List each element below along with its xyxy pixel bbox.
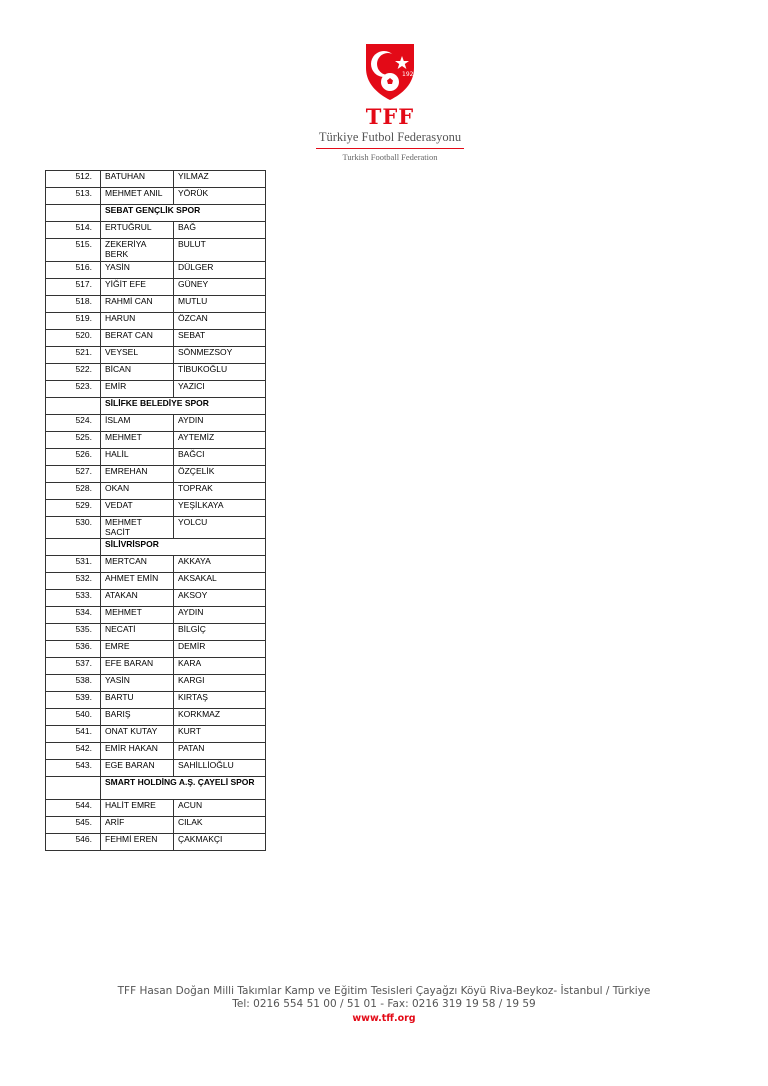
player-number: 530. (46, 517, 101, 539)
player-number: 528. (46, 483, 101, 500)
header-divider (316, 148, 464, 149)
table-row (46, 239, 266, 262)
club-name: SMART HOLDİNG A.Ş. ÇAYELİ SPOR (101, 777, 266, 800)
player-last-name: CILAK (174, 817, 266, 834)
club-name: SİLİFKE BELEDİYE SPOR (101, 398, 266, 415)
club-header-blank (46, 539, 101, 556)
player-number: 523. (46, 381, 101, 398)
player-first-name: ONAT KUTAY (101, 726, 174, 743)
player-last-name: KORKMAZ (174, 709, 266, 726)
player-last-name: YÖRÜK (174, 188, 266, 205)
table-row (46, 466, 266, 483)
player-number: 545. (46, 817, 101, 834)
player-last-name: MUTLU (174, 296, 266, 313)
player-number: 516. (46, 262, 101, 279)
club-header-blank (46, 205, 101, 222)
player-first-name: HALİL (101, 449, 174, 466)
player-number: 513. (46, 188, 101, 205)
player-number: 535. (46, 624, 101, 641)
footer-phone: Tel: 0216 554 51 00 / 51 01 - Fax: 0216 319 19 58 / 19 59 (232, 998, 536, 1010)
table-row (46, 726, 266, 743)
player-first-name: EFE BARAN (101, 658, 174, 675)
player-roster-table (45, 170, 266, 851)
table-row (46, 279, 266, 296)
table-row (46, 188, 266, 205)
tff-emblem-icon (362, 40, 418, 102)
table-row (46, 432, 266, 449)
table-row (46, 556, 266, 573)
table-row (46, 709, 266, 726)
player-first-name: MEHMET (101, 607, 174, 624)
player-last-name: YAZICI (174, 381, 266, 398)
table-row (46, 330, 266, 347)
table-row (46, 483, 266, 500)
table-row (46, 364, 266, 381)
table-row (46, 675, 266, 692)
player-first-name: EMİR HAKAN (101, 743, 174, 760)
player-number: 515. (46, 239, 101, 262)
club-header-row (46, 398, 266, 415)
club-header-blank (46, 398, 101, 415)
player-last-name: BAĞ (174, 222, 266, 239)
player-first-name: OKAN (101, 483, 174, 500)
player-first-name: YASİN (101, 675, 174, 692)
table-row (46, 834, 266, 851)
table-row (46, 743, 266, 760)
player-last-name: AKSOY (174, 590, 266, 607)
player-first-name: BİCAN (101, 364, 174, 381)
table-row (46, 313, 266, 330)
table-row (46, 658, 266, 675)
club-name: SİLİVRİSPOR (101, 539, 266, 556)
table-row (46, 500, 266, 517)
table-row (46, 449, 266, 466)
player-number: 544. (46, 800, 101, 817)
table-row (46, 296, 266, 313)
club-header-row (46, 777, 266, 800)
player-number: 524. (46, 415, 101, 432)
player-number: 519. (46, 313, 101, 330)
player-first-name: ARİF (101, 817, 174, 834)
player-last-name: SEBAT (174, 330, 266, 347)
player-last-name: AYDIN (174, 607, 266, 624)
player-last-name: TİBUKOĞLU (174, 364, 266, 381)
club-header-row (46, 205, 266, 222)
player-last-name: AKKAYA (174, 556, 266, 573)
player-number: 517. (46, 279, 101, 296)
table-row (46, 171, 266, 188)
player-first-name: EMİR (101, 381, 174, 398)
player-first-name: FEHMİ EREN (101, 834, 174, 851)
player-first-name: AHMET EMİN (101, 573, 174, 590)
player-last-name: SAHİLLİOĞLU (174, 760, 266, 777)
player-number: 539. (46, 692, 101, 709)
player-number: 514. (46, 222, 101, 239)
table-row (46, 222, 266, 239)
player-last-name: TOPRAK (174, 483, 266, 500)
player-number: 527. (46, 466, 101, 483)
player-last-name: YOLCU (174, 517, 266, 539)
player-last-name: SÖNMEZSOY (174, 347, 266, 364)
player-first-name: ATAKAN (101, 590, 174, 607)
player-first-name: EMREHAN (101, 466, 174, 483)
player-last-name: ÖZÇELİK (174, 466, 266, 483)
player-first-name: ERTUĞRUL (101, 222, 174, 239)
player-last-name: KIRTAŞ (174, 692, 266, 709)
player-number: 540. (46, 709, 101, 726)
table-row (46, 692, 266, 709)
player-first-name: BERAT CAN (101, 330, 174, 347)
player-first-name: EMRE (101, 641, 174, 658)
federation-subtitle: Turkish Football Federation (342, 152, 438, 162)
player-first-name: BATUHAN (101, 171, 174, 188)
player-last-name: DÜLGER (174, 262, 266, 279)
player-number: 533. (46, 590, 101, 607)
player-first-name: MEHMET ANIL (101, 188, 174, 205)
player-last-name: BULUT (174, 239, 266, 262)
club-header-blank (46, 777, 101, 800)
player-first-name: YİĞİT EFE (101, 279, 174, 296)
player-last-name: PATAN (174, 743, 266, 760)
player-first-name: MEHMET (101, 432, 174, 449)
player-first-name: MERTCAN (101, 556, 174, 573)
player-first-name: İSLAM (101, 415, 174, 432)
federation-name: Türkiye Futbol Federasyonu (318, 130, 462, 144)
player-number: 526. (46, 449, 101, 466)
player-number: 512. (46, 171, 101, 188)
player-number: 522. (46, 364, 101, 381)
player-first-name: VEDAT (101, 500, 174, 517)
table-row (46, 800, 266, 817)
table-row (46, 590, 266, 607)
player-last-name: AYDIN (174, 415, 266, 432)
player-first-name: EGE BARAN (101, 760, 174, 777)
player-last-name: AYTEMİZ (174, 432, 266, 449)
player-number: 529. (46, 500, 101, 517)
page-footer (0, 985, 768, 1025)
player-last-name: YILMAZ (174, 171, 266, 188)
tff-logo (310, 40, 470, 162)
table-row (46, 517, 266, 539)
player-number: 521. (46, 347, 101, 364)
player-first-name: YASİN (101, 262, 174, 279)
player-last-name: KURT (174, 726, 266, 743)
player-first-name: BARIŞ (101, 709, 174, 726)
player-number: 546. (46, 834, 101, 851)
player-last-name: ÖZCAN (174, 313, 266, 330)
player-number: 543. (46, 760, 101, 777)
player-number: 537. (46, 658, 101, 675)
player-last-name: ACUN (174, 800, 266, 817)
player-number: 532. (46, 573, 101, 590)
club-header-row (46, 539, 266, 556)
player-number: 541. (46, 726, 101, 743)
player-last-name: BAĞCI (174, 449, 266, 466)
player-number: 538. (46, 675, 101, 692)
table-row (46, 641, 266, 658)
table-row (46, 607, 266, 624)
player-first-name: VEYSEL (101, 347, 174, 364)
table-row (46, 760, 266, 777)
player-number: 542. (46, 743, 101, 760)
table-row (46, 415, 266, 432)
player-first-name: NECATİ (101, 624, 174, 641)
player-first-name: ZEKERİYA BERK (101, 239, 174, 262)
player-last-name: KARGI (174, 675, 266, 692)
footer-website[interactable]: www.tff.org (352, 1013, 416, 1024)
roster-body (46, 171, 266, 851)
table-row (46, 573, 266, 590)
player-number: 534. (46, 607, 101, 624)
emblem-year: 1923 (402, 71, 418, 78)
table-row (46, 262, 266, 279)
player-number: 518. (46, 296, 101, 313)
player-first-name: HARUN (101, 313, 174, 330)
table-row (46, 817, 266, 834)
club-name: SEBAT GENÇLİK SPOR (101, 205, 266, 222)
player-first-name: RAHMİ CAN (101, 296, 174, 313)
table-row (46, 347, 266, 364)
footer-address: TFF Hasan Doğan Milli Takımlar Kamp ve Eğitim Tesisleri Çayağzı Köyü Riva-Beykoz- İstanbul / Türkiye (117, 985, 651, 997)
player-last-name: ÇAKMAKÇI (174, 834, 266, 851)
player-number: 520. (46, 330, 101, 347)
player-last-name: GÜNEY (174, 279, 266, 296)
player-first-name: HALİT EMRE (101, 800, 174, 817)
player-number: 536. (46, 641, 101, 658)
player-number: 525. (46, 432, 101, 449)
player-first-name: BARTU (101, 692, 174, 709)
player-last-name: BİLGİÇ (174, 624, 266, 641)
table-row (46, 381, 266, 398)
player-number: 531. (46, 556, 101, 573)
player-last-name: YEŞİLKAYA (174, 500, 266, 517)
table-row (46, 624, 266, 641)
player-last-name: KARA (174, 658, 266, 675)
player-first-name: MEHMET SACİT (101, 517, 174, 539)
tff-abbreviation: TFF (365, 104, 415, 129)
player-last-name: AKSAKAL (174, 573, 266, 590)
player-last-name: DEMİR (174, 641, 266, 658)
